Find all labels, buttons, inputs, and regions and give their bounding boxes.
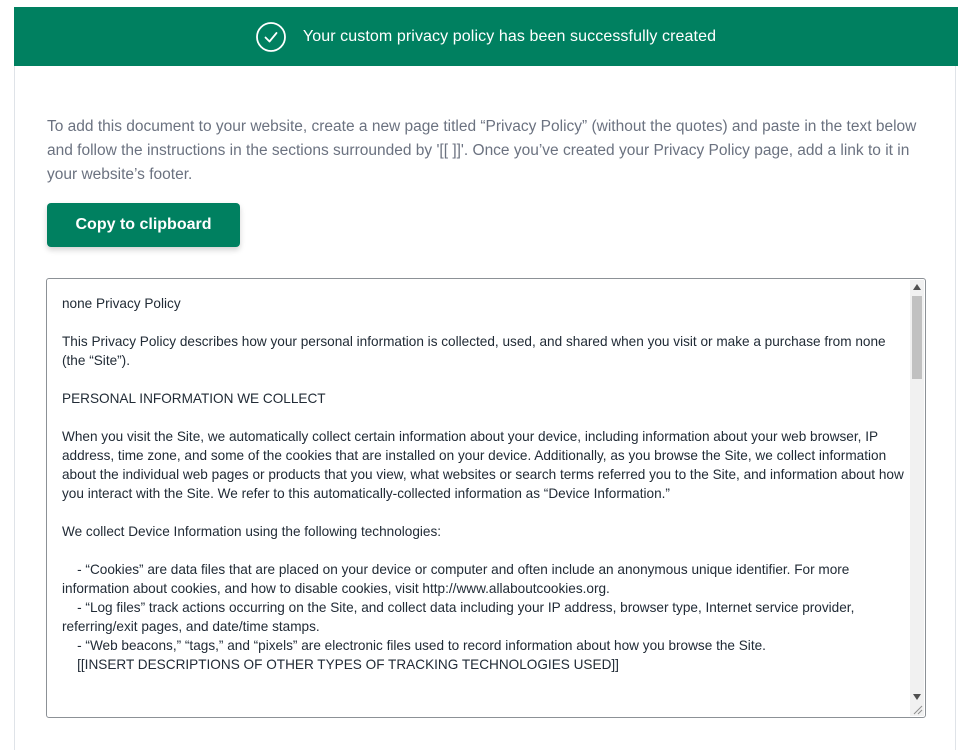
policy-intro: This Privacy Policy describes how your personal information is collected, used, and shared when you visit or make a purchase from none (the “Site”).	[62, 334, 886, 368]
copy-to-clipboard-button[interactable]: Copy to clipboard	[47, 203, 240, 247]
scrollbar-thumb[interactable]	[912, 296, 922, 379]
vertical-scrollbar[interactable]	[910, 280, 924, 704]
policy-textarea[interactable]	[46, 278, 926, 718]
success-banner	[14, 7, 958, 66]
triangle-up-icon[interactable]	[910, 280, 924, 294]
check-circle-icon	[256, 22, 286, 52]
policy-section-heading: PERSONAL INFORMATION WE COLLECT	[62, 391, 326, 406]
policy-item-insert: [[INSERT DESCRIPTIONS OF OTHER TYPES OF TRACKING TECHNOLOGIES USED]]	[62, 657, 619, 672]
resize-handle-icon[interactable]	[910, 702, 924, 716]
policy-device-paragraph: When you visit the Site, we automatically collect certain information about your device, including information about your web browser, IP address, time zone, and some of the cookies that are installed on your device. Additionally, as you browse the Site, we collect information about the individual web pages or products that you view, what websites or search terms referred you to the Site, and information about how you interact with the Site. We refer to this automatically-collected information as “Device Information.”	[62, 429, 904, 501]
policy-technologies-intro: We collect Device Information using the following technologies:	[62, 524, 442, 539]
instructions-text: To add this document to your website, create a new page titled “Privacy Policy” (without the quotes) and paste in the text below and follow the instructions in the sections surrounded by '[[ ]]'. Once you’ve created your Privacy Policy page, add a link to it in your website’s footer.	[47, 118, 917, 183]
policy-title: none Privacy Policy	[62, 296, 181, 311]
policy-item-cookies: - “Cookies” are data files that are placed on your device or computer and often include an anonymous unique identifier. For more information about cookies, and how to disable cookies, visit http://www.allaboutcookies.org.	[62, 562, 854, 596]
policy-item-logs: - “Log files” track actions occurring on the Site, and collect data including your IP address, browser type, Internet service provider, referring/exit pages, and date/time stamps.	[62, 600, 859, 634]
banner-message: Your custom privacy policy has been successfully created	[302, 27, 717, 45]
policy-text	[62, 294, 907, 674]
policy-item-beacons: - “Web beacons,” “tags,” and “pixels” are electronic files used to record information about how you browse the Site.	[62, 638, 766, 653]
